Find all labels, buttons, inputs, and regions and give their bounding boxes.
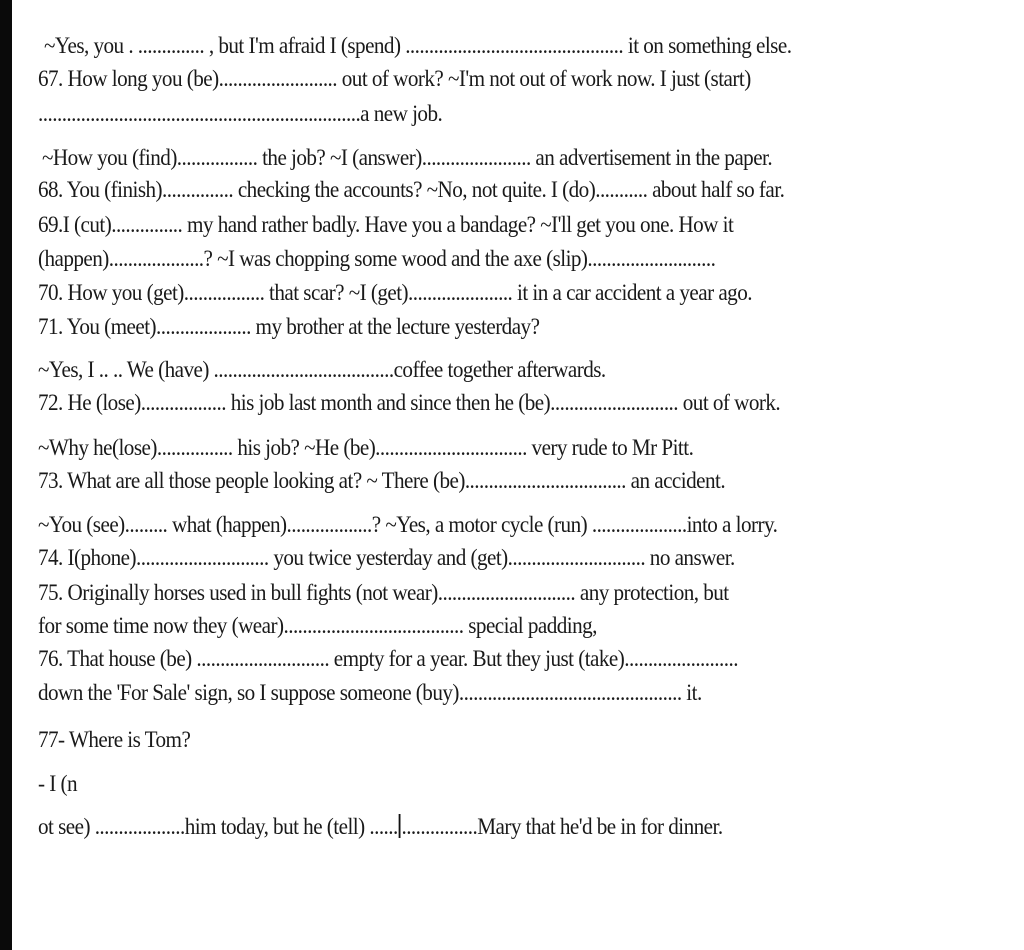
exercise-line-19: down the 'For Sale' sign, so I suppose someone (buy)............................................... it. xyxy=(38,680,702,705)
exercise-line-17: for some time now they (wear)...................................... special padding, xyxy=(38,613,597,638)
line-22-before-cursor: ot see) ...................him today, but he (tell) ...... xyxy=(38,814,398,839)
exercise-line-9: 71. You (meet).................... my brother at the lecture yesterday? xyxy=(38,314,540,339)
exercise-line-5: 68. You (finish)............... checking the accounts? ~No, not quite. I (do)........... about half so far. xyxy=(38,177,785,202)
exercise-line-13: 73. What are all those people looking at? ~ There (be).................................. an accident. xyxy=(38,468,726,493)
exercise-line-8: 70. How you (get)................. that scar? ~I (get)...................... it in a car accident a year ago. xyxy=(38,280,752,305)
left-edge-bar xyxy=(0,0,12,950)
exercise-line-2: 67. How long you (be)......................... out of work? ~I'm not out of work now. I just (start) xyxy=(38,66,751,91)
exercise-line-3: ....................................................................a new job. xyxy=(38,101,443,126)
exercise-line-16: 75. Originally horses used in bull fights (not wear)............................. any protection, but xyxy=(38,580,729,605)
exercise-line-7: (happen)....................? ~I was chopping some wood and the axe (slip)........................... xyxy=(38,246,716,271)
exercise-line-14: ~You (see)......... what (happen)..................? ~Yes, a motor cycle (run) ....................into a lorry. xyxy=(38,512,778,537)
exercise-line-18: 76. That house (be) ............................ empty for a year. But they just (take)........................ xyxy=(38,646,738,671)
exercise-document xyxy=(38,0,1018,950)
line-22-after-cursor: ................Mary that he'd be in for dinner. xyxy=(401,814,723,839)
exercise-line-22[interactable] xyxy=(38,813,723,841)
exercise-line-11: 72. He (lose).................. his job last month and since then he (be)........................... out of work. xyxy=(38,390,781,415)
text-cursor xyxy=(399,814,401,838)
exercise-line-15: 74. I(phone)............................ you twice yesterday and (get)............................. no answer. xyxy=(38,545,735,570)
exercise-line-20: 77- Where is Tom? xyxy=(38,727,191,752)
exercise-line-4: ~How you (find)................. the job? ~I (answer)....................... an advertisement in the paper. xyxy=(42,145,773,170)
exercise-line-1: ~Yes, you . .............. , but I'm afraid I (spend) .............................................. it on something else. xyxy=(44,33,792,58)
exercise-line-12: ~Why he(lose)................ his job? ~He (be)................................ very rude to Mr Pitt. xyxy=(38,435,694,460)
exercise-line-6: 69.I (cut)............... my hand rather badly. Have you a bandage? ~I'll get you one. How it xyxy=(38,212,734,237)
exercise-line-10: ~Yes, I .. .. We (have) ......................................coffee together afterwards. xyxy=(38,357,606,382)
exercise-line-21: - I (n xyxy=(38,771,77,796)
